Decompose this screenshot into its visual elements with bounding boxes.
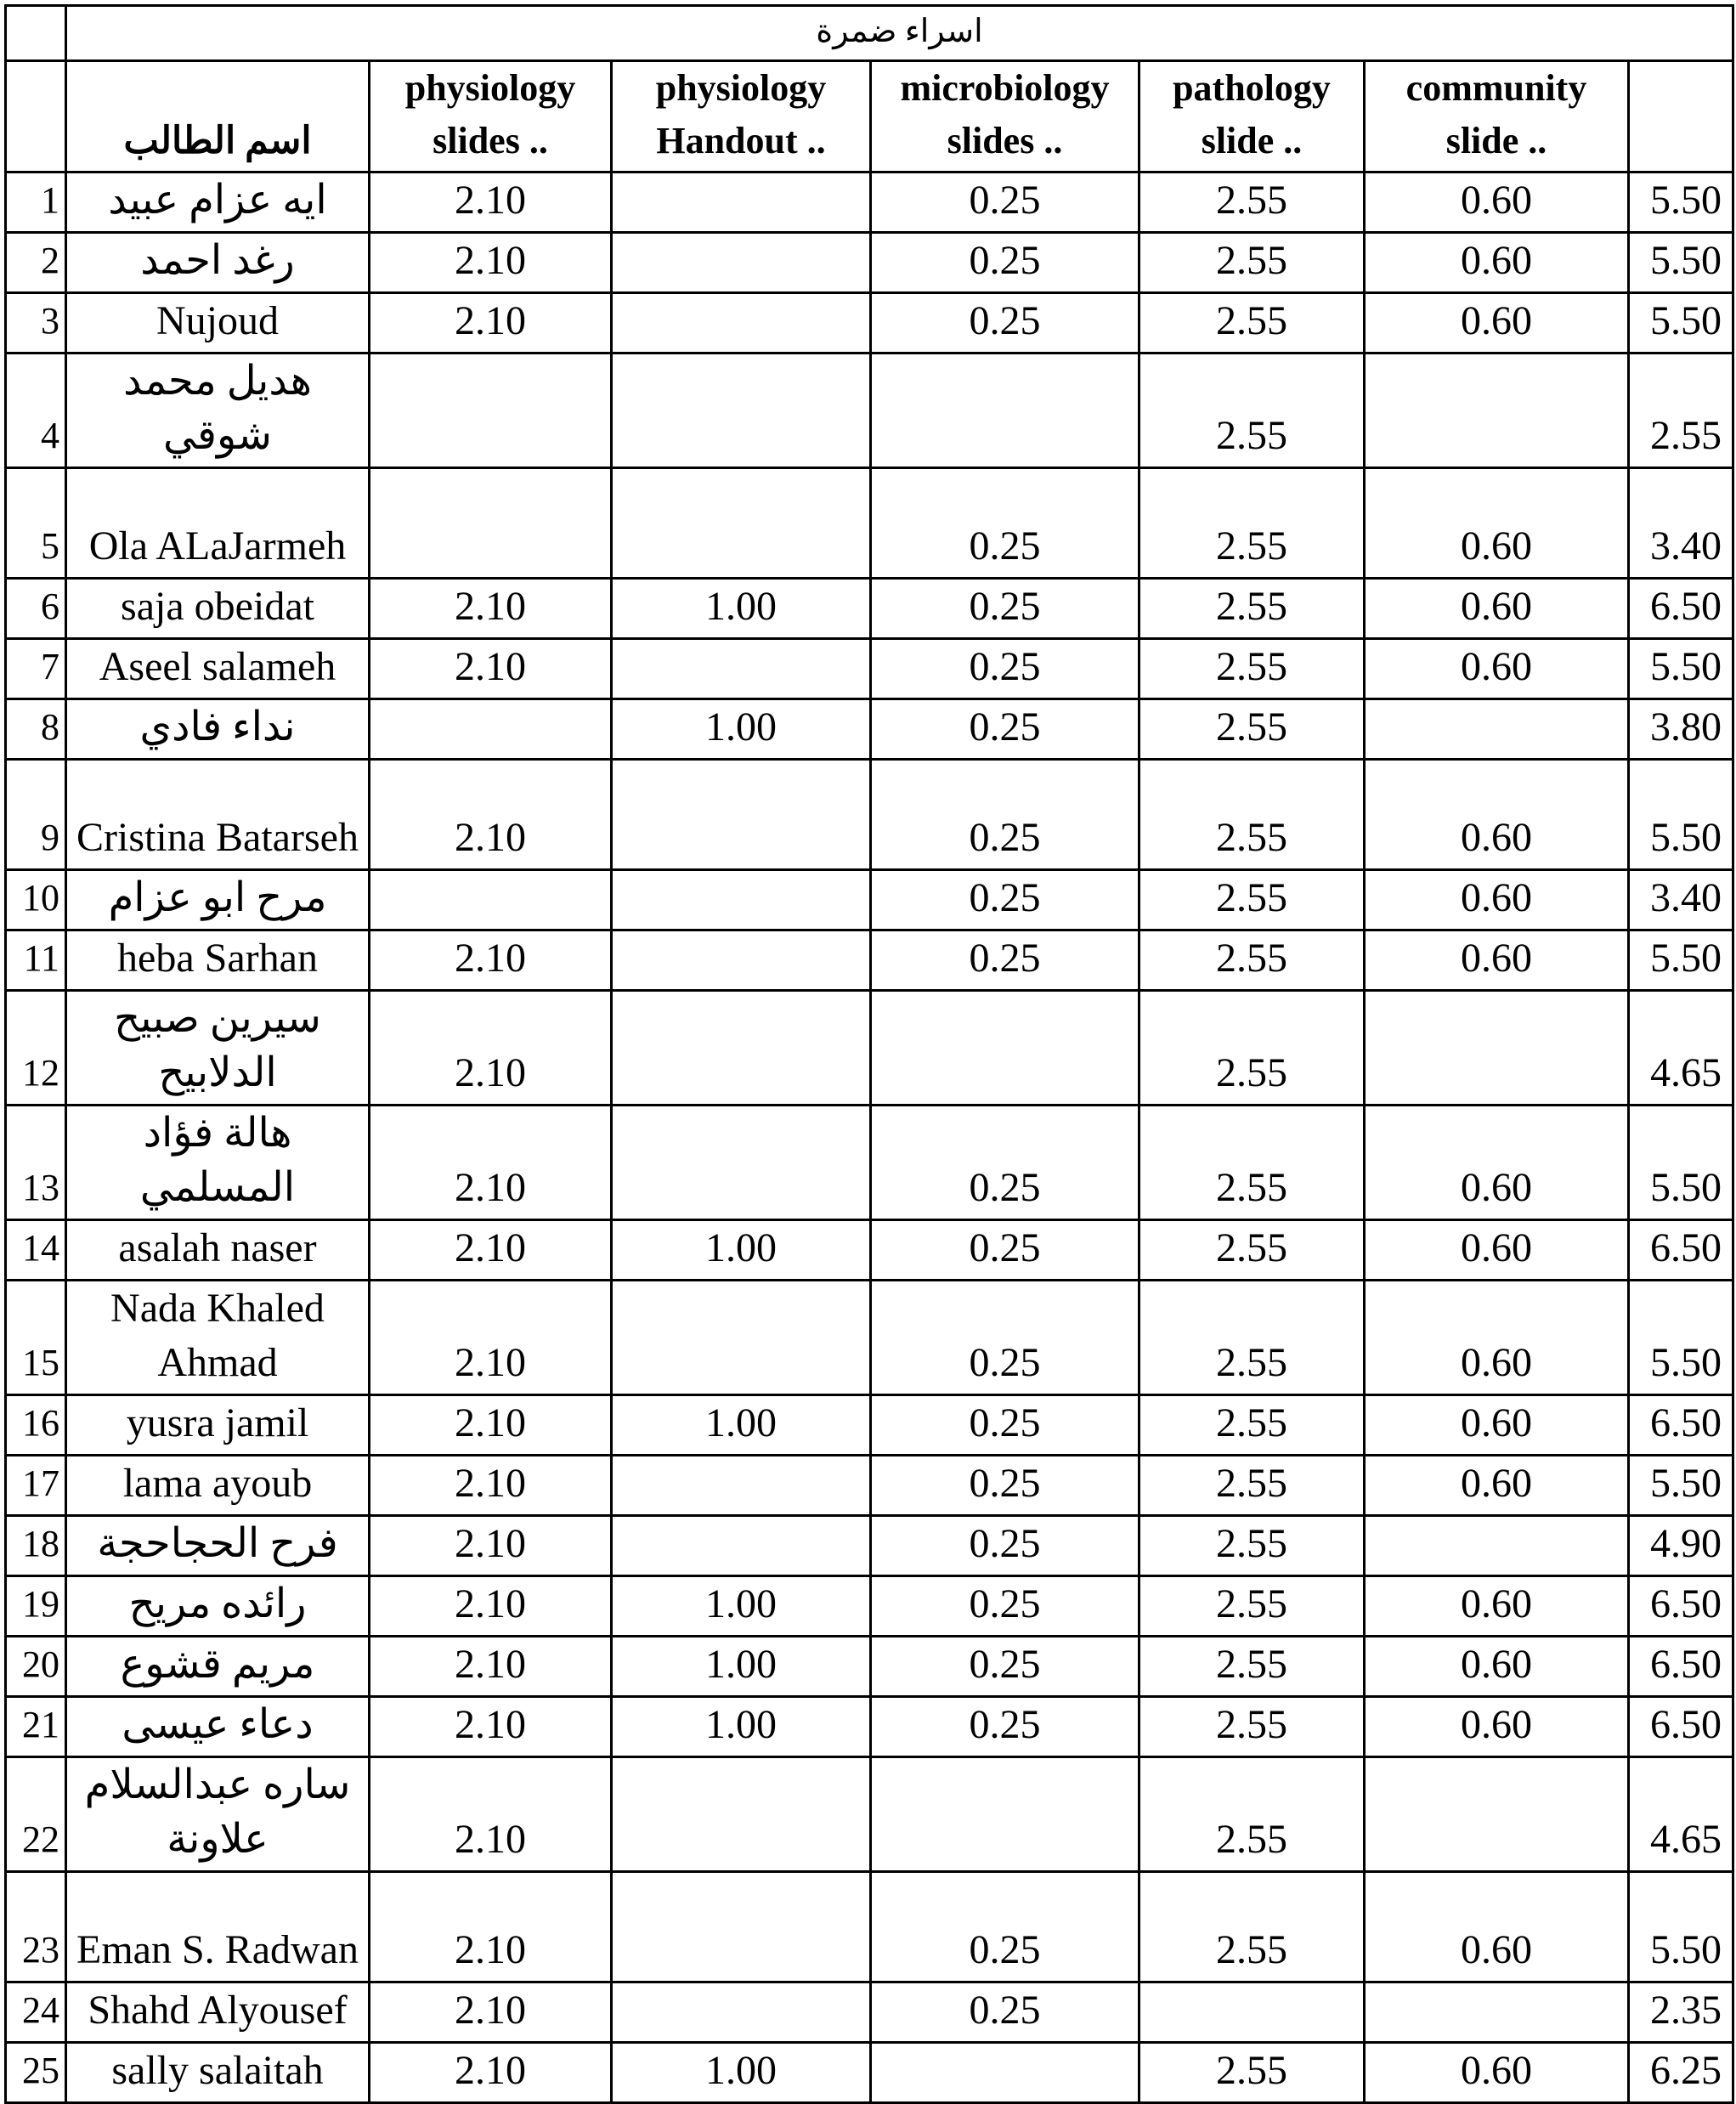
pathology-slide-value: 2.55 [1139,2043,1365,2103]
pathology-slide-value: 2.55 [1139,1576,1365,1637]
physiology-handout-value [612,1757,871,1872]
physiology-handout-value: 1.00 [612,699,871,760]
row-number: 2 [6,233,66,293]
student-name: Cristina Batarseh [66,760,370,870]
community-slide-value: 0.60 [1365,233,1629,293]
total-value: 3.40 [1629,468,1733,579]
header-community-slide: community slide .. [1365,61,1629,173]
pathology-slide-value: 2.55 [1139,1395,1365,1456]
microbiology-slides-value [871,991,1139,1106]
community-slide-value: 0.60 [1365,760,1629,870]
total-value: 6.50 [1629,1220,1733,1281]
community-slide-value: 0.60 [1365,173,1629,233]
title-row [6,6,1733,61]
total-value: 5.50 [1629,639,1733,699]
physiology-handout-value [612,173,871,233]
microbiology-slides-value: 0.25 [871,699,1139,760]
microbiology-slides-value: 0.25 [871,760,1139,870]
microbiology-slides-value: 0.25 [871,468,1139,579]
physiology-handout-value: 1.00 [612,1637,871,1697]
total-value: 5.50 [1629,1872,1733,1982]
community-slide-value: 0.60 [1365,639,1629,699]
community-slide-value [1365,353,1629,468]
physiology-handout-value [612,1516,871,1576]
community-slide-value: 0.60 [1365,1576,1629,1637]
student-name: Nujoud [66,293,370,353]
student-name: Ola ALaJarmeh [66,468,370,579]
row-number: 8 [6,699,66,760]
student-name: مرح ابو عزام [66,870,370,930]
physiology-slides-value [370,468,612,579]
microbiology-slides-value: 0.25 [871,1516,1139,1576]
student-name: رغد احمد [66,233,370,293]
student-name: نداء فادي [66,699,370,760]
pathology-slide-value: 2.55 [1139,1637,1365,1697]
row-number: 4 [6,353,66,468]
sheet-title: اسراء ضمرة [66,6,1733,61]
row-number: 23 [6,1872,66,1982]
row-number: 3 [6,293,66,353]
physiology-handout-value [612,930,871,991]
student-name: هالة فؤاد المسلمي [66,1106,370,1220]
community-slide-value: 0.60 [1365,870,1629,930]
total-value: 5.50 [1629,1456,1733,1516]
table-row [6,233,1733,293]
community-slide-value [1365,1757,1629,1872]
table-row [6,639,1733,699]
table-row [6,1106,1733,1220]
microbiology-slides-value: 0.25 [871,1106,1139,1220]
row-number: 24 [6,1982,66,2043]
microbiology-slides-value: 0.25 [871,930,1139,991]
row-number: 14 [6,1220,66,1281]
physiology-slides-value [370,699,612,760]
table-row [6,468,1733,579]
row-number: 1 [6,173,66,233]
community-slide-value: 0.60 [1365,1281,1629,1395]
student-name: ايه عزام عبيد [66,173,370,233]
pathology-slide-value: 2.55 [1139,579,1365,639]
pathology-slide-value: 2.55 [1139,1456,1365,1516]
physiology-slides-value: 2.10 [370,1697,612,1757]
row-number: 6 [6,579,66,639]
physiology-handout-value: 1.00 [612,1576,871,1637]
pathology-slide-value: 2.55 [1139,760,1365,870]
student-name: asalah naser [66,1220,370,1281]
row-number: 16 [6,1395,66,1456]
microbiology-slides-value: 0.25 [871,579,1139,639]
physiology-handout-value [612,1872,871,1982]
physiology-slides-value: 2.10 [370,760,612,870]
physiology-slides-value: 2.10 [370,2043,612,2103]
microbiology-slides-value [871,353,1139,468]
physiology-slides-value: 2.10 [370,1220,612,1281]
community-slide-value: 0.60 [1365,1872,1629,1982]
table-row [6,1637,1733,1697]
student-name: رائده مريح [66,1576,370,1637]
pathology-slide-value: 2.55 [1139,1281,1365,1395]
physiology-slides-value: 2.10 [370,233,612,293]
total-value: 2.55 [1629,353,1733,468]
pathology-slide-value: 2.55 [1139,1516,1365,1576]
physiology-slides-value [370,870,612,930]
row-number: 19 [6,1576,66,1637]
table-row [6,1697,1733,1757]
pathology-slide-value: 2.55 [1139,1757,1365,1872]
physiology-slides-value: 2.10 [370,930,612,991]
header-microbiology-slides: microbiology slides .. [871,61,1139,173]
total-value: 6.25 [1629,2043,1733,2103]
student-name: سيرين صبيح الدلابيح [66,991,370,1106]
microbiology-slides-value: 0.25 [871,1872,1139,1982]
community-slide-value: 0.60 [1365,930,1629,991]
table-row [6,760,1733,870]
student-name: Eman S. Radwan [66,1872,370,1982]
physiology-handout-value: 1.00 [612,579,871,639]
microbiology-slides-value: 0.25 [871,233,1139,293]
header-physiology-handout: physiology Handout .. [612,61,871,173]
table-row [6,1982,1733,2043]
header-physiology-slides: physiology slides .. [370,61,612,173]
row-number: 13 [6,1106,66,1220]
physiology-handout-value: 1.00 [612,1697,871,1757]
total-value: 5.50 [1629,930,1733,991]
table-row [6,1281,1733,1395]
header-pathology-slide: pathology slide .. [1139,61,1365,173]
table-row [6,870,1733,930]
microbiology-slides-value: 0.25 [871,293,1139,353]
physiology-handout-value [612,353,871,468]
total-value: 3.80 [1629,699,1733,760]
microbiology-slides-value: 0.25 [871,1982,1139,2043]
row-number: 9 [6,760,66,870]
total-value: 5.50 [1629,293,1733,353]
student-name: ساره عبدالسلام علاونة [66,1757,370,1872]
total-value: 6.50 [1629,1395,1733,1456]
physiology-slides-value: 2.10 [370,1106,612,1220]
table-row [6,1516,1733,1576]
microbiology-slides-value: 0.25 [871,639,1139,699]
pathology-slide-value: 2.55 [1139,870,1365,930]
student-name: هديل محمد شوقي [66,353,370,468]
student-name: sally salaitah [66,2043,370,2103]
table-row [6,173,1733,233]
pathology-slide-value: 2.55 [1139,699,1365,760]
physiology-handout-value [612,1281,871,1395]
table-row [6,1456,1733,1516]
physiology-slides-value: 2.10 [370,1281,612,1395]
table-row [6,293,1733,353]
total-value: 4.65 [1629,991,1733,1106]
community-slide-value: 0.60 [1365,2043,1629,2103]
total-value: 5.50 [1629,1281,1733,1395]
total-value: 5.50 [1629,233,1733,293]
physiology-handout-value [612,870,871,930]
total-value: 6.50 [1629,1637,1733,1697]
pathology-slide-value: 2.55 [1139,1220,1365,1281]
total-value: 2.35 [1629,1982,1733,2043]
row-number: 10 [6,870,66,930]
physiology-handout-value: 1.00 [612,2043,871,2103]
pathology-slide-value: 2.55 [1139,353,1365,468]
row-number: 11 [6,930,66,991]
table-row [6,1576,1733,1637]
scores-table [4,4,1734,2104]
total-value: 6.50 [1629,1576,1733,1637]
table-row [6,991,1733,1106]
total-value: 5.50 [1629,173,1733,233]
community-slide-value: 0.60 [1365,1220,1629,1281]
header-total [1629,61,1733,173]
total-value: 5.50 [1629,760,1733,870]
community-slide-value [1365,1516,1629,1576]
microbiology-slides-value: 0.25 [871,1637,1139,1697]
total-value: 4.65 [1629,1757,1733,1872]
table-row [6,699,1733,760]
student-name: Shahd Alyousef [66,1982,370,2043]
row-number: 21 [6,1697,66,1757]
microbiology-slides-value: 0.25 [871,1456,1139,1516]
corner-cell [6,6,66,61]
community-slide-value: 0.60 [1365,1395,1629,1456]
physiology-slides-value: 2.10 [370,293,612,353]
microbiology-slides-value [871,2043,1139,2103]
table-row [6,1220,1733,1281]
student-name: lama ayoub [66,1456,370,1516]
microbiology-slides-value: 0.25 [871,1220,1139,1281]
microbiology-slides-value: 0.25 [871,1576,1139,1637]
physiology-slides-value: 2.10 [370,639,612,699]
pathology-slide-value: 2.55 [1139,930,1365,991]
student-name: دعاء عيسى [66,1697,370,1757]
physiology-handout-value [612,1106,871,1220]
pathology-slide-value [1139,1982,1365,2043]
microbiology-slides-value [871,1757,1139,1872]
community-slide-value: 0.60 [1365,579,1629,639]
community-slide-value [1365,991,1629,1106]
student-name: yusra jamil [66,1395,370,1456]
physiology-handout-value [612,1982,871,2043]
physiology-slides-value: 2.10 [370,1395,612,1456]
row-number: 7 [6,639,66,699]
physiology-slides-value: 2.10 [370,579,612,639]
table-row [6,1872,1733,1982]
row-number: 12 [6,991,66,1106]
student-name: Nada Khaled Ahmad [66,1281,370,1395]
header-index-cell [6,61,66,173]
microbiology-slides-value: 0.25 [871,173,1139,233]
microbiology-slides-value: 0.25 [871,1697,1139,1757]
student-name: heba Sarhan [66,930,370,991]
student-name: Aseel salameh [66,639,370,699]
pathology-slide-value: 2.55 [1139,1697,1365,1757]
row-number: 18 [6,1516,66,1576]
community-slide-value: 0.60 [1365,1456,1629,1516]
pathology-slide-value: 2.55 [1139,1106,1365,1220]
physiology-slides-value: 2.10 [370,1576,612,1637]
physiology-handout-value [612,1456,871,1516]
pathology-slide-value: 2.55 [1139,293,1365,353]
microbiology-slides-value: 0.25 [871,1395,1139,1456]
physiology-slides-value: 2.10 [370,1516,612,1576]
community-slide-value [1365,699,1629,760]
table-row [6,2043,1733,2103]
row-number: 25 [6,2043,66,2103]
physiology-slides-value: 2.10 [370,1637,612,1697]
physiology-handout-value [612,639,871,699]
physiology-slides-value: 2.10 [370,1757,612,1872]
row-number: 15 [6,1281,66,1395]
pathology-slide-value: 2.55 [1139,639,1365,699]
physiology-slides-value: 2.10 [370,991,612,1106]
physiology-handout-value: 1.00 [612,1220,871,1281]
row-number: 20 [6,1637,66,1697]
physiology-slides-value: 2.10 [370,1456,612,1516]
microbiology-slides-value: 0.25 [871,870,1139,930]
student-name: فرح الحجاحجة [66,1516,370,1576]
physiology-slides-value: 2.10 [370,1872,612,1982]
header-row [6,61,1733,173]
community-slide-value: 0.60 [1365,293,1629,353]
table-row [6,1757,1733,1872]
physiology-handout-value [612,991,871,1106]
total-value: 6.50 [1629,579,1733,639]
header-student-name: اسم الطالب [66,61,370,173]
row-number: 22 [6,1757,66,1872]
community-slide-value [1365,1982,1629,2043]
row-number: 17 [6,1456,66,1516]
table-row [6,579,1733,639]
total-value: 5.50 [1629,1106,1733,1220]
pathology-slide-value: 2.55 [1139,991,1365,1106]
table-row [6,1395,1733,1456]
student-name: saja obeidat [66,579,370,639]
total-value: 6.50 [1629,1697,1733,1757]
row-number: 5 [6,468,66,579]
pathology-slide-value: 2.55 [1139,173,1365,233]
student-name: مريم قشوع [66,1637,370,1697]
physiology-slides-value: 2.10 [370,173,612,233]
community-slide-value: 0.60 [1365,468,1629,579]
pathology-slide-value: 2.55 [1139,1872,1365,1982]
table-row [6,930,1733,991]
table-row [6,353,1733,468]
physiology-handout-value: 1.00 [612,1395,871,1456]
physiology-handout-value [612,293,871,353]
community-slide-value: 0.60 [1365,1637,1629,1697]
physiology-handout-value [612,468,871,579]
pathology-slide-value: 2.55 [1139,468,1365,579]
microbiology-slides-value: 0.25 [871,1281,1139,1395]
physiology-handout-value [612,760,871,870]
pathology-slide-value: 2.55 [1139,233,1365,293]
community-slide-value: 0.60 [1365,1697,1629,1757]
physiology-slides-value [370,353,612,468]
total-value: 4.90 [1629,1516,1733,1576]
physiology-handout-value [612,233,871,293]
total-value: 3.40 [1629,870,1733,930]
physiology-slides-value: 2.10 [370,1982,612,2043]
community-slide-value: 0.60 [1365,1106,1629,1220]
